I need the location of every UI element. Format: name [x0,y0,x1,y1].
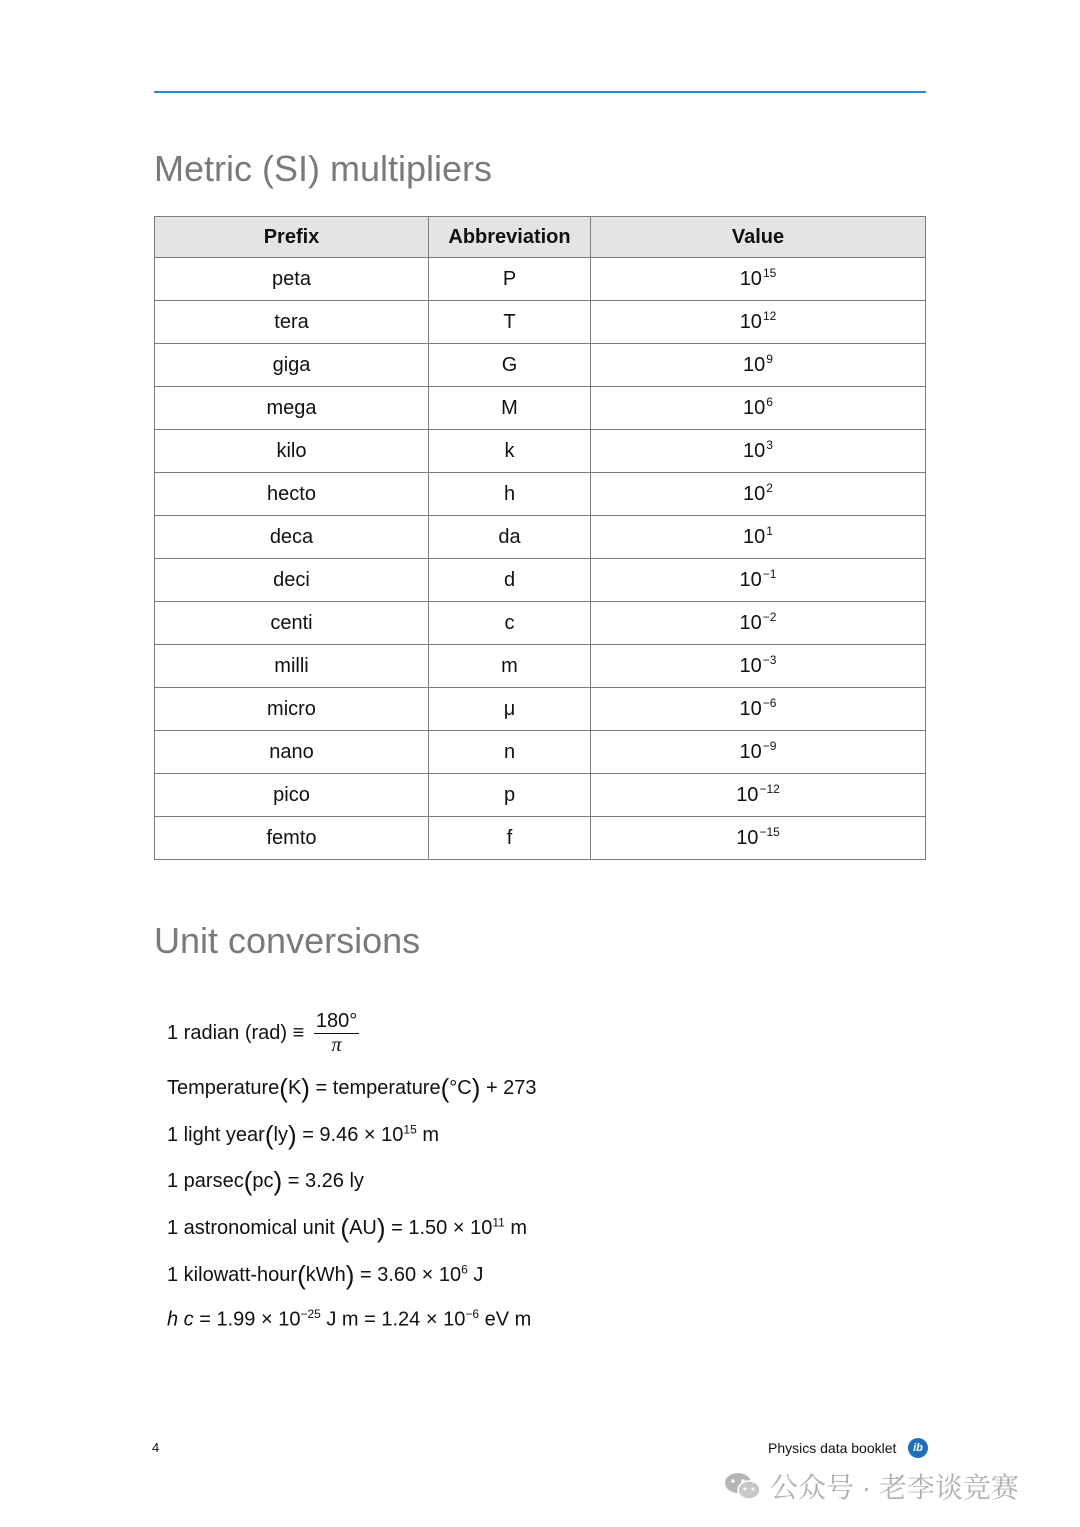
conversion-radian: 1 radian (rad) ≡ $\frac{180^\circ}{\pi}$ [167,1010,358,1056]
cell-prefix: milli [155,645,429,688]
cell-prefix: micro [155,688,429,731]
conversion-astronomical-unit: 1 astronomical unit $(AU) = 1.50 \times 10^{11}$ m [167,1213,528,1243]
table-row [155,301,926,344]
cell-value: $10^{-2}$ [591,602,926,645]
cell-abbreviation: da [429,516,591,559]
cell-abbreviation: c [429,602,591,645]
cell-value: $10^{-3}$ [591,645,926,688]
cell-prefix: tera [155,301,429,344]
conversion-hc: h $c = 1.99 \times 10^{-25}$ J $m = 1.24 \times 10^{-6}$ eV m [167,1307,532,1331]
unit-conversions-heading: Unit conversions [154,920,421,961]
table-row [155,645,926,688]
header-value: Value [591,217,926,258]
footer-title: Physics data booklet [768,1440,897,1456]
cell-value: $10^{-6}$ [591,688,926,731]
table-row [155,516,926,559]
cell-value: $10^6$ [591,387,926,430]
header-prefix: Prefix [155,217,429,258]
cell-value: $10^2$ [591,473,926,516]
conversion-temperature: Temperature(K) = temperature(°C) + 273 [167,1073,537,1103]
cell-prefix: centi [155,602,429,645]
cell-abbreviation: f [429,817,591,860]
cell-abbreviation: d [429,559,591,602]
table-row [155,774,926,817]
cell-value: $10^3$ [591,430,926,473]
watermark-text: 公众号 · 老李谈竞赛 [770,1472,1019,1503]
cell-prefix: nano [155,731,429,774]
fraction: $\frac{180^\circ}{\pi}$ [315,1010,358,1056]
conversion-kilowatt-hour: 1 kilowatt-hour(kWh) = $3.60 \times 10^6$ J [167,1260,484,1290]
page-number: 4 [152,1440,160,1455]
cell-prefix: deci [155,559,429,602]
watermark [724,1466,1019,1506]
cell-abbreviation: μ [429,688,591,731]
table-row [155,731,926,774]
table-row [155,602,926,645]
metric-heading: Metric (SI) multipliers [154,148,493,189]
table-row [155,559,926,602]
cell-prefix: peta [155,258,429,301]
cell-value: $10^{-15}$ [591,817,926,860]
table-header-row [155,217,926,258]
cell-value: $10^{15}$ [591,258,926,301]
header-abbreviation: Abbreviation [429,217,591,258]
cell-prefix: giga [155,344,429,387]
cell-value: $10^9$ [591,344,926,387]
cell-abbreviation: n [429,731,591,774]
cell-abbreviation: h [429,473,591,516]
table-row [155,817,926,860]
cell-abbreviation: p [429,774,591,817]
cell-value: $10^1$ [591,516,926,559]
cell-prefix: kilo [155,430,429,473]
conversion-parsec: 1 parsec(pc) = 3.26 ly [167,1166,364,1196]
cell-value: $10^{-12}$ [591,774,926,817]
top-rule [154,91,926,93]
cell-value: $10^{12}$ [591,301,926,344]
table-row [155,258,926,301]
table-row [155,473,926,516]
ib-logo-icon: ib [908,1438,928,1458]
cell-value: $10^{-1}$ [591,559,926,602]
cell-value: $10^{-9}$ [591,731,926,774]
cell-abbreviation: k [429,430,591,473]
cell-prefix: deca [155,516,429,559]
table-row [155,430,926,473]
cell-abbreviation: T [429,301,591,344]
cell-abbreviation: P [429,258,591,301]
cell-abbreviation: M [429,387,591,430]
cell-prefix: femto [155,817,429,860]
cell-abbreviation: G [429,344,591,387]
cell-prefix: mega [155,387,429,430]
cell-prefix: pico [155,774,429,817]
si-multipliers-table [154,216,926,860]
table-row [155,387,926,430]
cell-prefix: hecto [155,473,429,516]
conversion-light-year: 1 light year(ly) = $9.46 \times 10^{15}$ m [167,1120,439,1150]
table-row [155,344,926,387]
table-row [155,688,926,731]
cell-abbreviation: m [429,645,591,688]
wechat-icon [724,1471,762,1501]
